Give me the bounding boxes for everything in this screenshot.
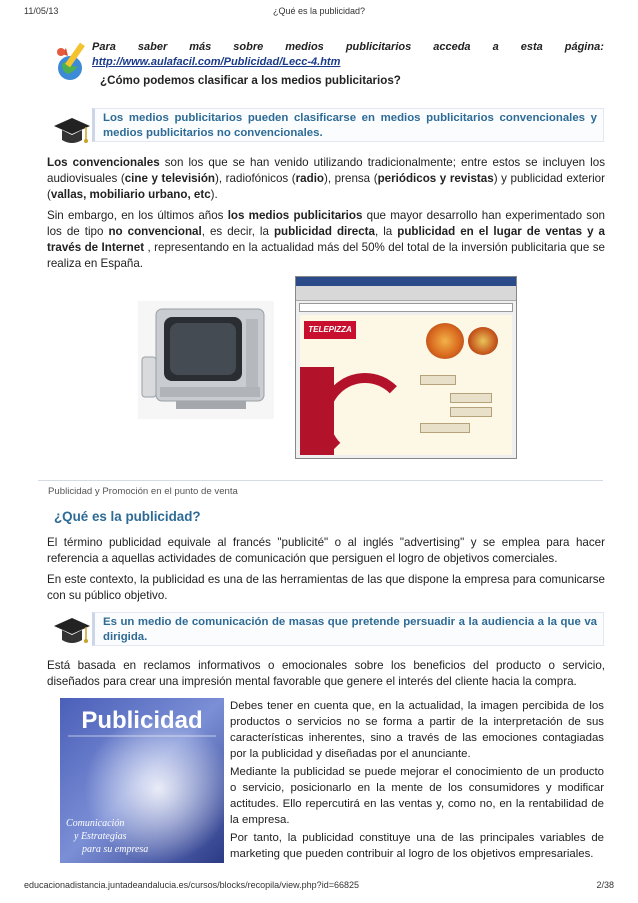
- graduation-cap-icon: [52, 110, 92, 150]
- more-info-word: página:: [564, 41, 604, 53]
- paragraph-marketing-variable: Por tanto, la publicidad constituye una de las principales variables de marketing que pueden contribuir al logro de los objetivos empresariales.: [230, 832, 604, 860]
- body-text: , representando en la actualidad más del 50% del total de la inversión publicitaria que se realiza en España.: [47, 241, 605, 270]
- paragraph-non-conventional-media: [47, 208, 605, 272]
- globe-pencil-icon: [52, 38, 92, 82]
- more-info-text: [92, 40, 604, 55]
- emphasis-text: no convencional: [108, 225, 202, 238]
- telepizza-logo: TELEPIZZA: [304, 321, 356, 339]
- publicidad-cover-caption: para su empresa: [82, 844, 149, 855]
- more-info-word: a: [492, 41, 499, 53]
- emphasis-text: publicidad directa: [273, 225, 375, 238]
- emphasis-text: los medios publicitarios: [227, 209, 363, 222]
- television-image: [138, 301, 274, 419]
- paragraph-context: En este contexto, la publicidad es una de las herramientas de las que dispone la empresa para comunicarse con su público objetivo.: [47, 573, 605, 602]
- decorative-red-curve: [320, 373, 410, 459]
- emphasis-text: periódicos y revistas: [377, 172, 494, 185]
- site-button: [450, 407, 492, 417]
- callout-mass-media: Es un medio de comunicación de masas que pretende persuadir a la audiencia a la que va dirigida.: [92, 612, 604, 646]
- graduation-cap-icon: [52, 610, 92, 650]
- site-button: [450, 393, 492, 403]
- body-text: son los que se han venido utilizando tradicionalmente; entre estos se incluyen los audiovisuales (: [47, 156, 605, 185]
- page-header-date: 11/05/13: [24, 6, 59, 16]
- body-text: que mayor desarrollo han experimentado son los de tipo: [47, 209, 605, 238]
- more-info-word: medios: [285, 41, 324, 53]
- publicidad-cover-caption: Comunicación: [66, 818, 125, 829]
- section-divider: [38, 480, 603, 481]
- body-text: ) y publicidad exterior (: [47, 172, 605, 201]
- more-info-word: saber: [137, 41, 168, 53]
- publicidad-cover-caption: y Estrategias: [74, 831, 127, 842]
- callout-media-classification: Los medios publicitarios pueden clasificarse en medios publicitarios convencionales y medios publicitarios no convencionales.: [92, 108, 604, 142]
- emphasis-text: cine y televisión: [124, 172, 216, 185]
- browser-toolbar: [296, 286, 516, 301]
- body-text: ), prensa (: [324, 172, 378, 185]
- paragraph-appeals: Está basada en reclamos informativos o emocionales sobre los beneficios del producto o servicio, diseñados para crear una impresión mental favorable que genere el interés del cliente hacia la compra.: [47, 659, 605, 688]
- more-info-word: más: [189, 41, 212, 53]
- emphasis-text: publicidad en el lugar de ventas y a través de Internet: [47, 225, 605, 254]
- pizza-photo: [426, 323, 464, 359]
- aulafacil-link[interactable]: http://www.aulafacil.com/Publicidad/Lecc-4.htm: [92, 56, 341, 68]
- telepizza-page: [300, 315, 512, 455]
- paragraph-definition: El término publicidad equivale al francés "publicité" o al inglés "advertising" y se emplea para hacer referencia a aquellas actividades de comunicación que persiguen el logro de objetivos comerciales.: [47, 536, 605, 565]
- page-footer-url: educacionadistancia.juntadeandalucia.es/cursos/blocks/recopila/view.php?id=66825: [24, 880, 359, 890]
- more-info-word: publicitarios: [345, 41, 412, 53]
- browser-address-bar: [299, 303, 513, 312]
- more-info-word: sobre: [233, 41, 264, 53]
- body-text: Sin embargo, en los últimos años: [47, 209, 228, 222]
- more-info-word: Para: [92, 41, 116, 53]
- body-text: ), radiofónicos (: [215, 172, 296, 185]
- publicidad-cover-word: Publicidad: [81, 707, 203, 734]
- section-title: ¿Qué es la publicidad?: [54, 509, 201, 524]
- emphasis-text: Los convencionales: [47, 156, 160, 169]
- site-button: [420, 423, 470, 433]
- more-info-word: esta: [520, 41, 543, 53]
- body-text: , es decir, la: [201, 225, 274, 238]
- telepizza-website-screenshot: [295, 276, 517, 459]
- browser-title-bar: [296, 277, 516, 286]
- site-button: [420, 375, 456, 385]
- body-text: ).: [210, 188, 218, 201]
- paragraph-conventional-media: [47, 155, 605, 203]
- body-text: , la: [374, 225, 398, 238]
- question-heading: ¿Cómo podemos clasificar a los medios publicitarios?: [100, 74, 401, 87]
- pizza-photo-2: [468, 327, 498, 355]
- publicidad-book-cover-image: [60, 698, 224, 863]
- more-info-word: acceda: [433, 41, 471, 53]
- section-label: Publicidad y Promoción en el punto de venta: [48, 486, 238, 497]
- more-info-box: [92, 40, 604, 70]
- page-header-title: ¿Qué es la publicidad?: [272, 6, 366, 16]
- paragraph-perceived-image: Debes tener en cuenta que, en la actualidad, la imagen percibida de los productos o servicios no se forma a partir de la interpretación de sus características inherentes, sino a través de las emociones contagiadas por la publicidad y diseñadas por el anunciante.: [230, 700, 604, 760]
- emphasis-text: vallas, mobiliario urbano, etc: [50, 188, 211, 201]
- page-footer-number: 2/38: [596, 880, 614, 890]
- emphasis-text: radio: [295, 172, 325, 185]
- paragraph-positioning: Mediante la publicidad se puede mejorar el conocimiento de un producto o servicio, posicionarlo en la mente de los consumidores y modificar actitudes. Ello repercutirá en las ventas y, como no, en la rentabilidad de la empresa.: [230, 766, 604, 826]
